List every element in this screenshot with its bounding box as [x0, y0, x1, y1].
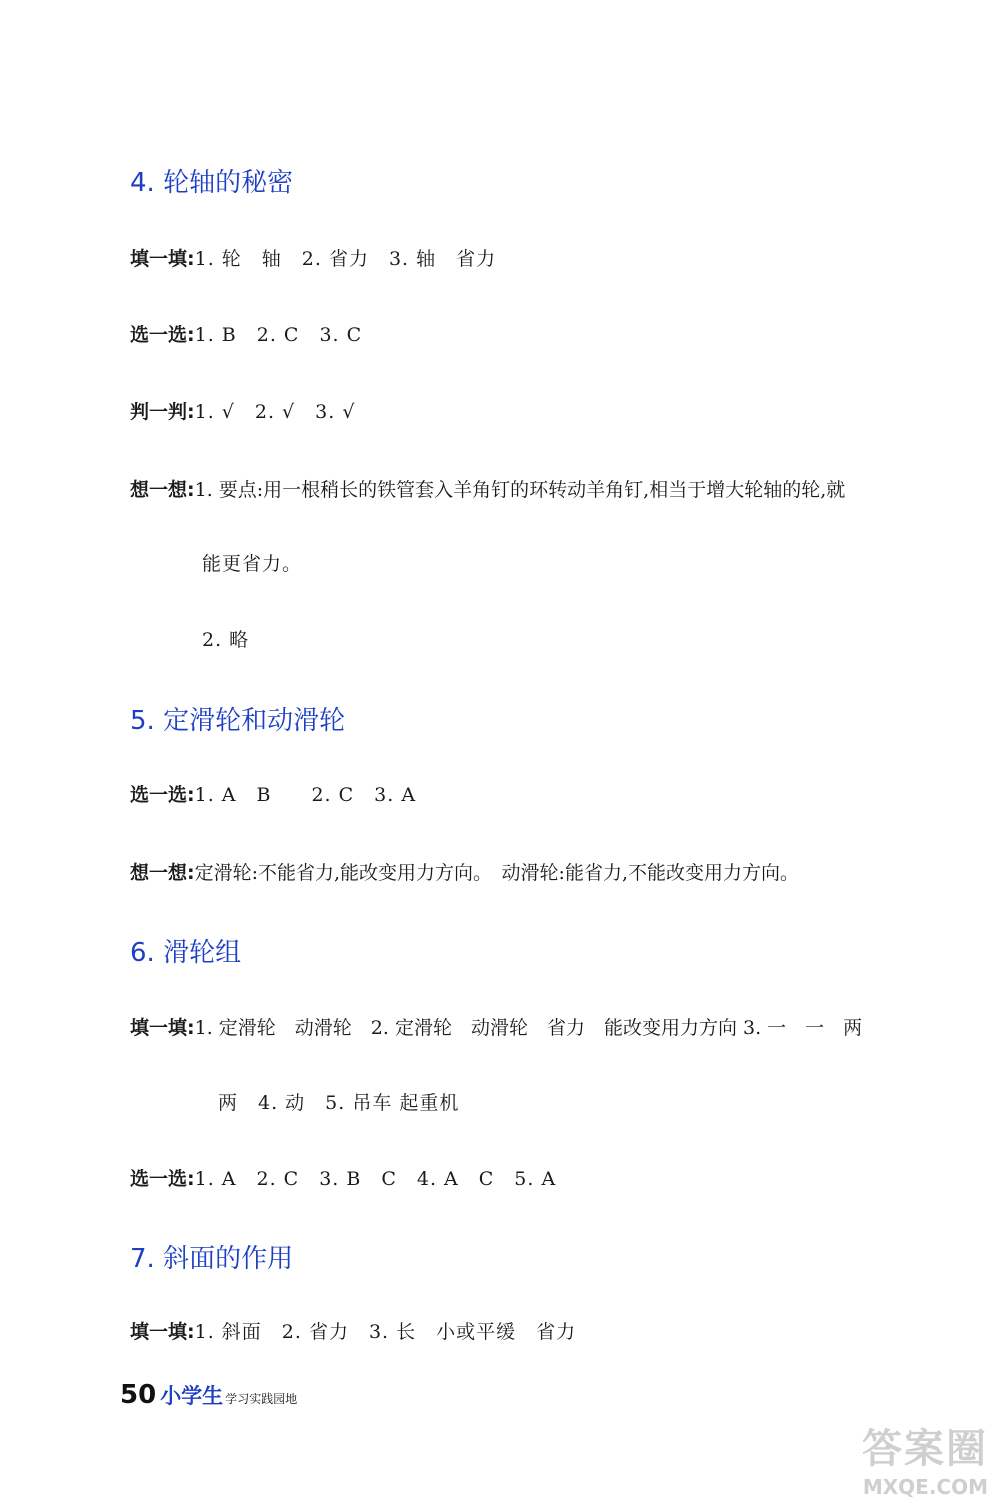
answer-line [130, 1164, 556, 1191]
answer-line [130, 244, 496, 271]
page-footer [120, 1380, 297, 1410]
watermark-logo [838, 1417, 988, 1499]
answer-text: 1. 要点:用一根稍长的铁管套入羊角钉的环转动羊角钉,相当于增大轮轴的轮,就 [194, 479, 846, 501]
answer-text: 1. 斜面 2. 省力 3. 长 小或平缓 省力 [194, 1321, 577, 1343]
answer-text: 1. √ 2. √ 3. √ [194, 401, 356, 423]
book-subtitle: 学习实践园地 [225, 1392, 298, 1406]
answer-line [130, 320, 362, 347]
answer-label: 选一选: [130, 784, 195, 806]
answer-label: 填一填: [130, 248, 195, 270]
section-title: 6. 滑轮组 [130, 938, 242, 968]
answer-text: 1. 轮 轴 2. 省力 3. 轴 省力 [194, 248, 497, 270]
answer-line [130, 475, 845, 502]
section-title: 5. 定滑轮和动滑轮 [130, 706, 346, 736]
answer-label: 选一选: [130, 1168, 195, 1190]
answer-line [130, 1317, 576, 1344]
watermark-chars: 答案圈 [862, 1426, 988, 1472]
answer-text: 1. 定滑轮 动滑轮 2. 定滑轮 动滑轮 省力 能改变用力方向 3. 一 一 两 [194, 1017, 863, 1039]
answer-continuation: 2. 略 [202, 629, 250, 651]
section-title: 7. 斜面的作用 [130, 1244, 294, 1274]
answer-label: 判一判: [130, 401, 195, 423]
section-title: 4. 轮轴的秘密 [130, 168, 294, 198]
answer-continuation: 能更省力。 [202, 553, 303, 575]
answer-line [130, 1013, 862, 1040]
answer-text: 定滑轮:不能省力,能改变用力方向。 动滑轮:能省力,不能改变用力方向。 [194, 862, 799, 884]
answer-continuation: 两 4. 动 5. 吊车 起重机 [218, 1092, 460, 1114]
watermark-url: MXQE.COM [862, 1475, 988, 1499]
answer-line [130, 397, 355, 424]
answer-label: 填一填: [130, 1321, 195, 1343]
answer-line [130, 780, 416, 807]
answer-label: 想一想: [130, 862, 195, 884]
answer-label: 选一选: [130, 324, 195, 346]
answer-text: 1. A B 2. C 3. A [194, 784, 417, 806]
answer-text: 1. A 2. C 3. B C 4. A C 5. A [194, 1168, 557, 1190]
answer-label: 填一填: [130, 1017, 195, 1039]
answer-label: 想一想: [130, 479, 195, 501]
answer-text: 1. B 2. C 3. C [194, 324, 363, 346]
answer-line [130, 858, 799, 885]
book-brand: 小学生 [160, 1384, 224, 1408]
page-number: 50 [120, 1380, 157, 1410]
